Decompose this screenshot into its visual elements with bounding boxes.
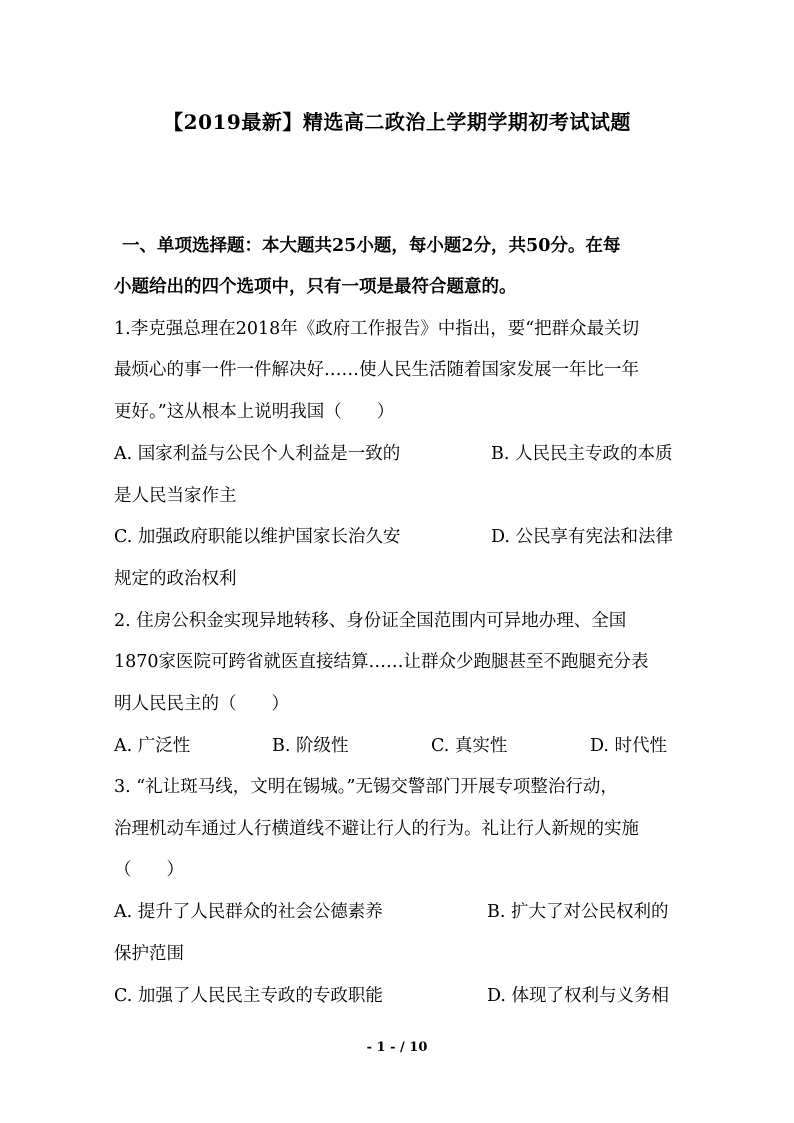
question-2-option-c: C. 真实性 bbox=[431, 736, 508, 756]
question-3-option-a: A. 提升了人民群众的社会公德素养 bbox=[114, 902, 383, 922]
question-1-option-d-continued: 规定的政治权利 bbox=[114, 569, 237, 589]
question-1-option-b-continued: 是人民当家作主 bbox=[114, 486, 237, 506]
question-1-option-a: A. 国家利益与公民个人利益是一致的 bbox=[114, 444, 401, 464]
question-2-stem-line-3: 明人民民主的（ ） bbox=[114, 694, 289, 714]
question-2-option-a: A. 广泛性 bbox=[114, 736, 191, 756]
section-heading-line-2: 小题给出的四个选项中，只有一项是最符合题意的。 bbox=[114, 277, 517, 297]
section-heading-line-1: 一、单项选择题：本大题共25小题，每小题2分，共50分。在每 bbox=[122, 236, 621, 256]
question-3-option-b: B. 扩大了对公民权利的 bbox=[487, 902, 669, 922]
question-3-stem-line-1: 3. “礼让斑马线，文明在锡城。”无锡交警部门开展专项整治行动， bbox=[114, 777, 618, 797]
question-1-stem-line-3: 更好。”这从根本上说明我国（ ） bbox=[114, 402, 395, 422]
question-3-stem-line-3: （ ） bbox=[114, 860, 184, 880]
question-1-stem-line-1: 1.李克强总理在2018年《政府工作报告》中指出，要“把群众最关切 bbox=[114, 319, 640, 339]
question-1-stem-line-2: 最烦心的事一件一件解决好……使人民生活随着国家发展一年比一年 bbox=[114, 360, 639, 380]
question-1-option-c: C. 加强政府职能以维护国家长治久安 bbox=[114, 527, 401, 547]
question-2-stem-line-2: 1870家医院可跨省就医直接结算……让群众少跑腿甚至不跑腿充分表 bbox=[114, 652, 649, 672]
page-number: - 1 - / 10 bbox=[366, 1040, 428, 1055]
question-2-option-d: D. 时代性 bbox=[590, 736, 668, 756]
question-1-option-d: D. 公民享有宪法和法律 bbox=[491, 527, 674, 547]
document-title: 【2019最新】精选高二政治上学期学期初考试试题 bbox=[163, 110, 631, 134]
question-3-option-d: D. 体现了权利与义务相 bbox=[487, 986, 670, 1006]
question-3-option-b-continued: 保护范围 bbox=[114, 944, 184, 964]
question-1-option-b: B. 人民民主专政的本质 bbox=[491, 444, 673, 464]
question-2-option-b: B. 阶级性 bbox=[272, 736, 349, 756]
question-3-option-c: C. 加强了人民民主专政的专政职能 bbox=[114, 986, 383, 1006]
question-2-stem-line-1: 2. 住房公积金实现异地转移、身份证全国范围内可异地办理、全国 bbox=[114, 611, 627, 631]
question-3-stem-line-2: 治理机动车通过人行横道线不避让行人的行为。礼让行人新规的实施 bbox=[114, 819, 639, 839]
